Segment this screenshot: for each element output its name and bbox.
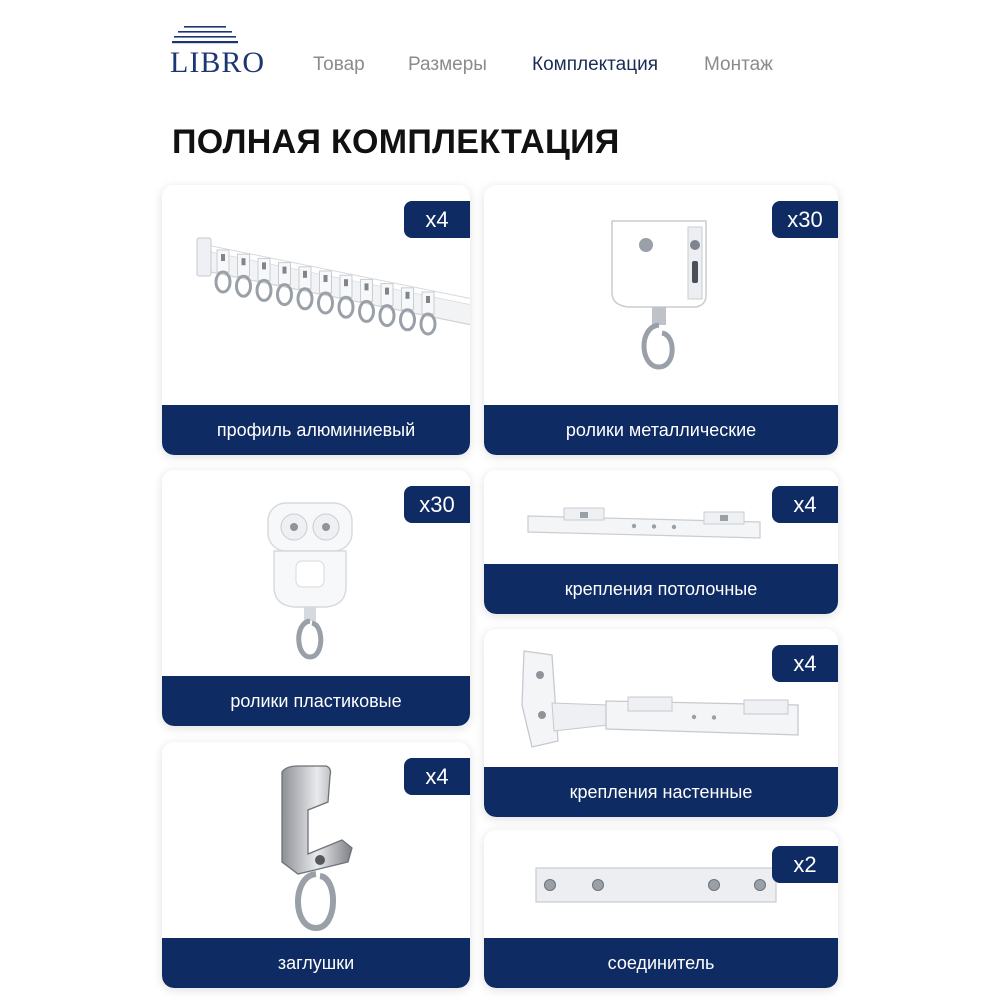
item-card-plastic-rollers [162,470,470,726]
quantity-badge: x30 [404,486,470,523]
item-label: профиль алюминиевый [162,405,470,455]
connector-illustration [534,864,779,906]
page-title: ПОЛНАЯ КОМПЛЕКТАЦИЯ [172,123,620,161]
quantity-badge: x2 [772,846,838,883]
end-cap-illustration [268,762,364,932]
nav-tab-contents[interactable]: Комплектация [532,54,659,75]
nav-tab-product[interactable]: Товар [313,54,365,75]
metal-roller-illustration [606,215,716,380]
quantity-badge: x4 [404,201,470,238]
item-label: крепления настенные [484,767,838,817]
item-card-wall-brackets [484,629,838,817]
item-label: соединитель [484,938,838,988]
quantity-badge: x30 [772,201,838,238]
item-card-metal-rollers [484,185,838,455]
plastic-roller-illustration [260,495,360,660]
quantity-badge: x4 [772,486,838,523]
item-card-ceiling-brackets [484,470,838,614]
item-label: ролики металлические [484,405,838,455]
item-label: крепления потолочные [484,564,838,614]
logo-mark-icon [172,24,238,46]
item-label: заглушки [162,938,470,988]
item-label: ролики пластиковые [162,676,470,726]
item-card-aluminum-profile [162,185,470,455]
nav-tab-sizes[interactable]: Размеры [408,54,487,75]
quantity-badge: x4 [772,645,838,682]
ceiling-bracket-illustration [524,498,764,548]
aluminum-profile-illustration [187,230,470,370]
logo-text: LIBRO [170,46,265,79]
item-card-connector [484,830,838,988]
quantity-badge: x4 [404,758,470,795]
wall-bracket-illustration [518,645,804,755]
item-card-end-caps [162,742,470,988]
nav-tab-installation[interactable]: Монтаж [704,54,773,75]
brand-logo[interactable] [170,24,265,79]
